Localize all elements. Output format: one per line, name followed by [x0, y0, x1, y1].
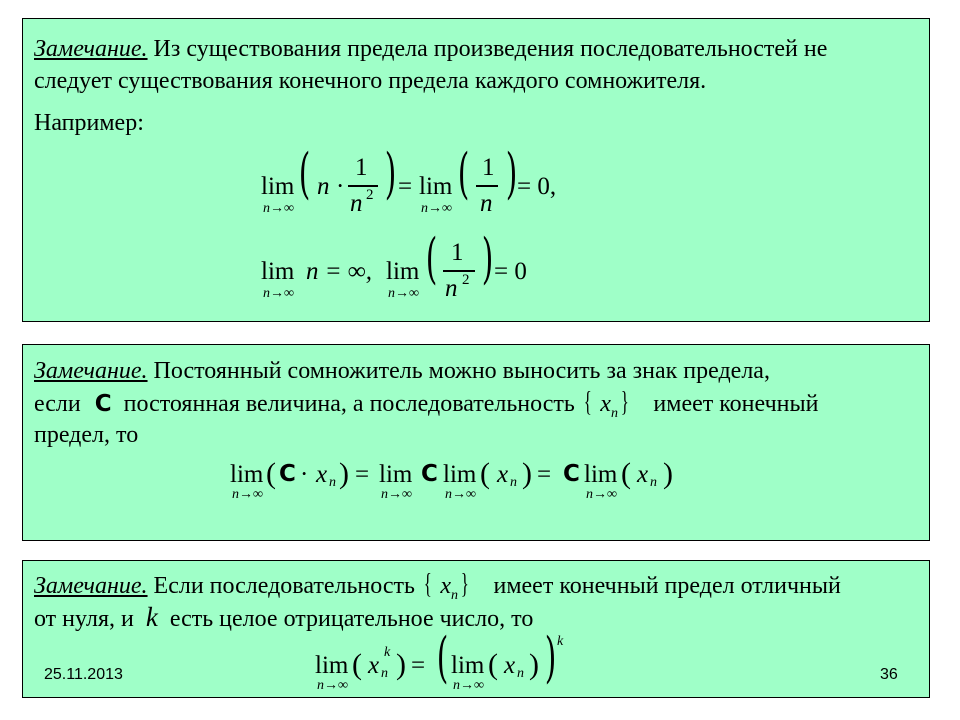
right-paren: ) — [339, 457, 349, 490]
lim-text-2: lim — [379, 461, 413, 488]
lim-subscript: n→∞ — [232, 487, 263, 502]
lim-subscript: n→∞ — [263, 201, 294, 216]
fraction-bar — [348, 185, 378, 187]
outer-right-paren: ) — [544, 626, 557, 689]
remark3-line2 — [34, 601, 533, 635]
remark1-line1 — [34, 33, 827, 65]
x-subscript: n — [329, 475, 336, 490]
right-paren: ) — [384, 142, 397, 205]
left-paren: ( — [266, 457, 276, 490]
left-paren-2: ( — [457, 142, 470, 205]
lim-text: lim — [315, 652, 349, 679]
x-subscript: n — [381, 666, 388, 681]
remark2-line1-text: Постоянный сомножитель можно выносить за знак предела, — [147, 358, 770, 384]
lim-text: lim — [261, 173, 295, 200]
lim-subscript-3: n→∞ — [445, 487, 476, 502]
slide-page-number: 36 — [880, 666, 898, 683]
remark2-line1 — [34, 355, 770, 387]
k-var: k — [145, 602, 158, 632]
right-paren-2: ) — [522, 457, 532, 490]
remark2-label: Замечание. — [34, 358, 148, 384]
left-paren: ( — [352, 648, 362, 681]
remark2-line2-end: имеет конечный — [653, 391, 819, 417]
x-subscript-2: n — [517, 666, 524, 681]
right-paren-3: ) — [663, 457, 673, 490]
lim-subscript-4: n→∞ — [586, 487, 617, 502]
x-var: x — [316, 461, 328, 488]
k-power: k — [384, 645, 391, 660]
n-var: n — [317, 173, 330, 200]
remark1-example: Например: — [34, 110, 144, 136]
lim-subscript-2: n→∞ — [381, 487, 412, 502]
sequence-xn — [581, 387, 632, 430]
frac-den-power: 2 — [462, 272, 470, 288]
fraction-bar-2 — [476, 185, 498, 187]
remark-box-1 — [22, 18, 930, 322]
result-text: = 0 — [494, 258, 527, 285]
inner-right-paren: ) — [529, 648, 539, 681]
lim-subscript: n→∞ — [317, 678, 348, 693]
left-brace: { — [423, 569, 432, 600]
lim-text: lim — [230, 461, 264, 488]
outer-k-power: k — [557, 634, 564, 649]
frac2-num: 1 — [482, 154, 495, 181]
x-var-3: x — [637, 461, 649, 488]
remark3-line1-end: имеет конечный предел отличный — [493, 573, 841, 599]
lim-text-4: lim — [584, 461, 618, 488]
remark2-if-text: если — [34, 391, 81, 417]
seq-x: x — [600, 391, 611, 417]
seq-sub: n — [451, 587, 459, 603]
left-paren: ( — [425, 227, 438, 290]
left-paren-3: ( — [621, 457, 631, 490]
frac1-den: n — [350, 190, 363, 217]
x-subscript-3: n — [650, 475, 657, 490]
seq-sub: n — [610, 405, 618, 421]
dot-operator: · — [336, 173, 345, 200]
right-brace: } — [620, 387, 629, 418]
lim-text-2: lim — [419, 173, 453, 200]
frac2-den: n — [480, 190, 493, 217]
remark1-label: Замечание. — [34, 36, 148, 62]
frac-den: n — [445, 275, 458, 302]
frac1-den-power: 2 — [366, 187, 374, 203]
constant-c-symbol: C — [279, 461, 296, 487]
left-paren-2: ( — [480, 457, 490, 490]
x-var-2: x — [497, 461, 509, 488]
remark2-line2 — [34, 387, 818, 430]
lim-text-2: lim — [451, 652, 485, 679]
dot-operator: · — [300, 461, 309, 488]
right-paren-2: ) — [505, 142, 518, 205]
equals-sign: = — [411, 652, 426, 679]
remark1-line1-text: Из существования предела произведения последовательностей не — [147, 36, 828, 62]
equals-sign: = — [355, 461, 370, 488]
constant-c-symbol: C — [94, 391, 112, 417]
x-var: x — [368, 652, 380, 679]
result-text: = 0, — [517, 173, 557, 200]
left-paren: ( — [298, 142, 311, 205]
lim-subscript: n→∞ — [263, 286, 294, 301]
fraction-bar — [443, 270, 475, 272]
frac1-num: 1 — [355, 154, 368, 181]
remark2-line2-text: постоянная величина, а последовательность — [123, 391, 575, 417]
limit-expression: n = ∞, — [306, 258, 372, 285]
lim-text: lim — [261, 258, 295, 285]
left-brace: { — [583, 387, 592, 418]
inner-left-paren: ( — [488, 648, 498, 681]
seq-x: x — [440, 573, 452, 599]
remark-box-2 — [22, 344, 930, 541]
right-brace: } — [460, 569, 469, 600]
constant-c-symbol-2: C — [421, 461, 438, 487]
x-subscript-2: n — [510, 475, 517, 490]
outer-left-paren: ( — [436, 626, 449, 689]
lim-subscript-2: n→∞ — [421, 201, 452, 216]
right-paren: ) — [481, 227, 494, 290]
remark3-line2-start: от нуля, и — [34, 606, 134, 632]
right-paren: ) — [396, 648, 406, 681]
equals-sign-2: = — [537, 461, 552, 488]
equals-sign: = — [398, 173, 413, 200]
lim-text-2: lim — [386, 258, 420, 285]
x-var-2: x — [504, 652, 516, 679]
remark2-line3: предел, то — [34, 422, 139, 448]
lim-text-3: lim — [443, 461, 477, 488]
remark1-line2: следует существования конечного предела каждого сомножителя. — [34, 68, 707, 94]
lim-subscript-2: n→∞ — [453, 678, 484, 693]
remark3-line2-text: есть целое отрицательное число, то — [169, 606, 534, 632]
constant-c-symbol-3: C — [563, 461, 580, 487]
slide-date: 25.11.2013 — [44, 666, 123, 683]
remark3-label: Замечание. — [34, 573, 148, 599]
lim-subscript-2: n→∞ — [388, 286, 419, 301]
remark3-line1-text: Если последовательность — [147, 573, 415, 599]
frac-num: 1 — [451, 239, 464, 266]
remark-box-3 — [22, 560, 930, 698]
